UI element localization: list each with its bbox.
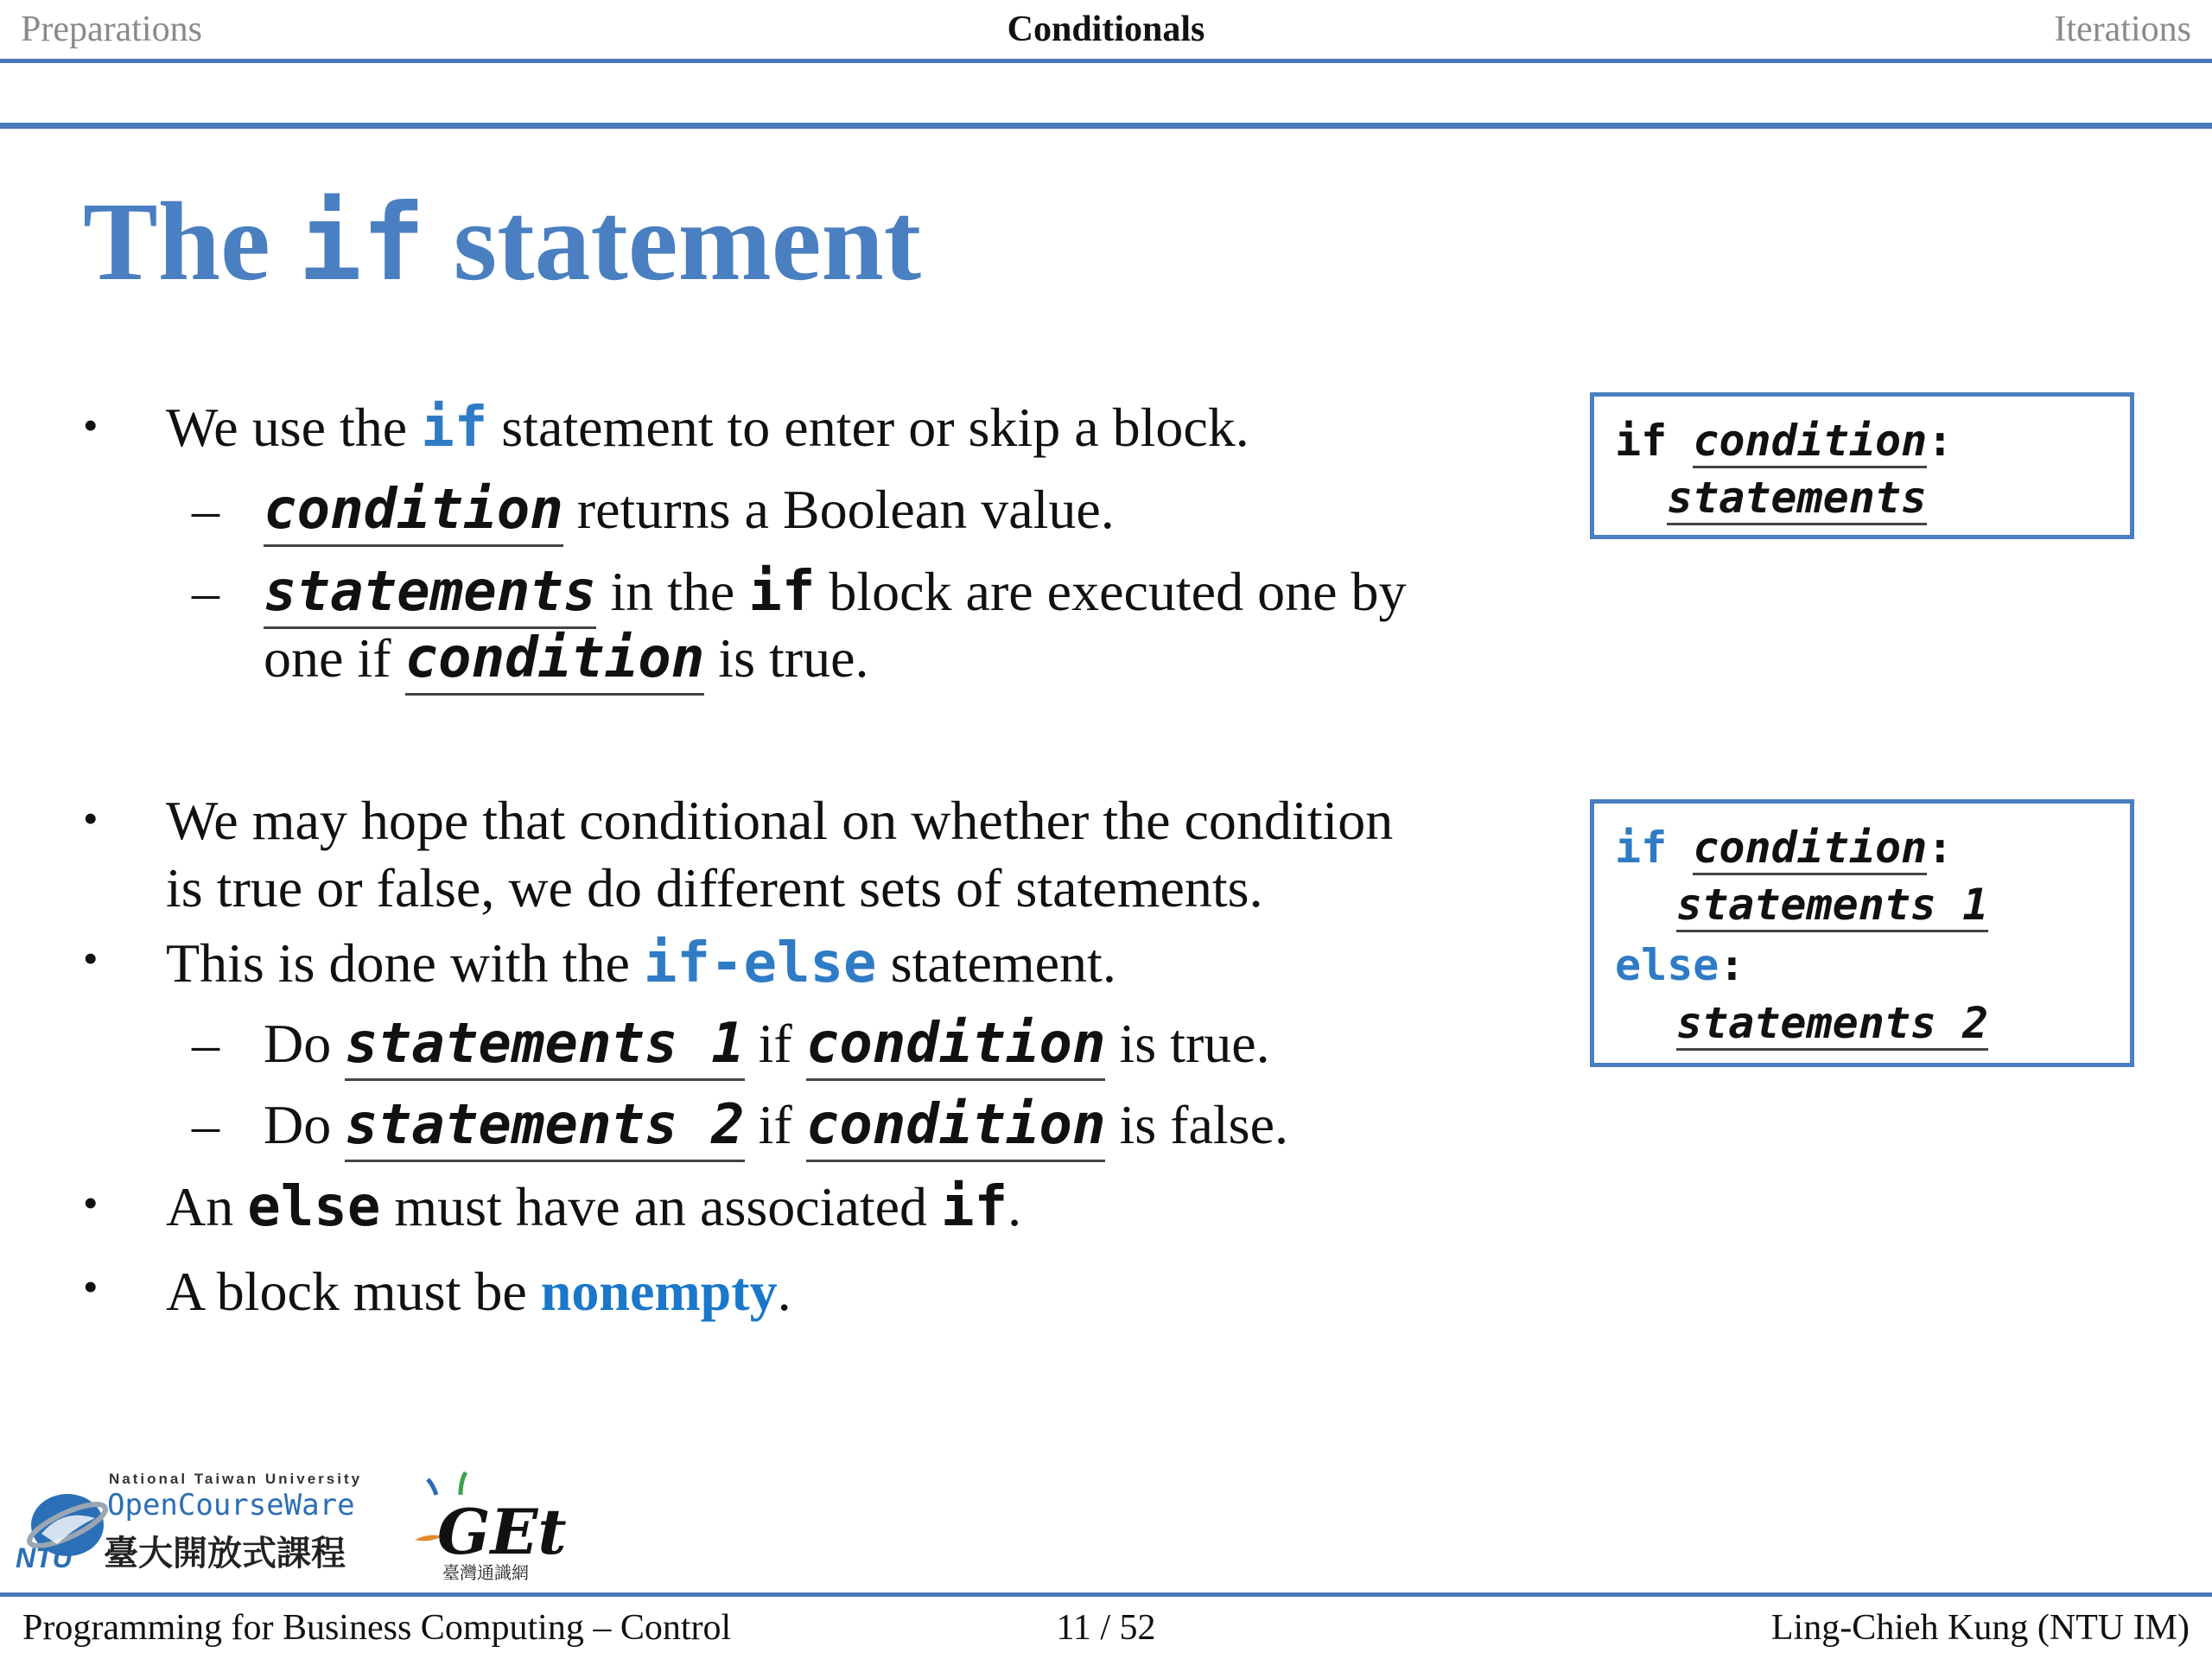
code-condition: condition bbox=[806, 1016, 1106, 1081]
code-if-else: if-else bbox=[643, 931, 877, 995]
code-kw-if: if bbox=[1615, 416, 1668, 466]
code-else: else bbox=[247, 1175, 381, 1239]
footer-rule bbox=[0, 1592, 2212, 1597]
bullet-mark: • bbox=[83, 401, 99, 449]
text: is true. bbox=[1105, 1013, 1270, 1074]
box1-line-1 bbox=[1615, 416, 1953, 466]
footer-page-number: 11 / 52 bbox=[1056, 1608, 1156, 1648]
header-rule-lower bbox=[0, 123, 2212, 129]
text: Do bbox=[264, 1094, 346, 1155]
nav-conditionals[interactable]: Conditionals bbox=[1007, 10, 1205, 49]
sub-bullet-2 bbox=[264, 557, 1406, 629]
ntu-mark: NTU bbox=[16, 1542, 73, 1573]
code-statements-1: statements 1 bbox=[345, 1016, 744, 1081]
text: Do bbox=[264, 1013, 346, 1074]
box2-line-3 bbox=[1615, 940, 1745, 990]
code-condition: condition bbox=[1693, 416, 1927, 468]
bullet-2-line-2: is true or false, we do different sets of statements. bbox=[166, 857, 1263, 918]
get-mark: GEt bbox=[437, 1495, 567, 1568]
code-if: if bbox=[421, 396, 488, 460]
sub-bullet-4 bbox=[264, 1090, 1288, 1162]
slide-title bbox=[83, 177, 921, 307]
text: . bbox=[777, 1261, 791, 1322]
bullet-mark: • bbox=[83, 1262, 99, 1311]
text: if bbox=[744, 1013, 806, 1074]
code-colon: : bbox=[1927, 416, 1954, 466]
text: We use the bbox=[166, 397, 422, 458]
footer-author: Ling-Chieh Kung (NTU IM) bbox=[1770, 1608, 2190, 1648]
text: statement. bbox=[876, 932, 1116, 994]
box1-line-2 bbox=[1667, 473, 1927, 523]
bullet-4 bbox=[166, 1173, 1021, 1242]
bullet-3 bbox=[166, 929, 1116, 998]
text: block are executed one by bbox=[815, 561, 1407, 622]
code-statements-2: statements 2 bbox=[345, 1097, 744, 1162]
code-kw-if: if bbox=[1615, 823, 1668, 873]
text: is true. bbox=[704, 627, 869, 689]
get-chinese-label: 臺灣通識網 bbox=[442, 1562, 529, 1583]
text: in the bbox=[596, 561, 749, 622]
code-if: if bbox=[748, 560, 816, 624]
header-rule bbox=[0, 59, 2212, 63]
text: This is done with the bbox=[166, 932, 644, 994]
nav-iterations[interactable]: Iterations bbox=[2054, 10, 2191, 49]
code-condition: condition bbox=[405, 631, 705, 696]
text: statement to enter or skip a block. bbox=[487, 397, 1249, 458]
bullet-mark: • bbox=[83, 934, 99, 982]
nav-preparations[interactable]: Preparations bbox=[21, 10, 202, 49]
bullet-mark: • bbox=[83, 794, 99, 842]
title-post: statement bbox=[425, 180, 922, 304]
code-kw-else: else bbox=[1615, 940, 1719, 990]
emphasis-nonempty: nonempty bbox=[540, 1261, 778, 1322]
ocw-label: OpenCourseWare bbox=[107, 1488, 355, 1522]
code-statements: statements bbox=[1667, 473, 1927, 525]
box2-line-2 bbox=[1676, 880, 1988, 930]
sub-bullet-1 bbox=[264, 475, 1115, 547]
text: is false. bbox=[1105, 1094, 1288, 1155]
ocw-chinese-label: 臺大開放式課程 bbox=[104, 1534, 346, 1573]
box2-line-1 bbox=[1615, 823, 1953, 873]
box2-line-4 bbox=[1676, 998, 1988, 1048]
code-colon: : bbox=[1719, 940, 1745, 990]
text: one if bbox=[264, 627, 405, 689]
sub-bullet-3 bbox=[264, 1009, 1270, 1081]
code-condition: condition bbox=[1693, 823, 1927, 875]
text: if bbox=[744, 1094, 806, 1155]
dash-mark: – bbox=[192, 1013, 219, 1074]
text: An bbox=[166, 1176, 248, 1237]
title-code: if bbox=[298, 181, 426, 304]
code-condition: condition bbox=[806, 1097, 1106, 1162]
text: returns a Boolean value. bbox=[563, 479, 1115, 540]
dash-mark: – bbox=[192, 561, 219, 622]
code-statements-2: statements 2 bbox=[1676, 998, 1988, 1051]
code-colon: : bbox=[1927, 823, 1954, 873]
code-statements-1: statements 1 bbox=[1676, 880, 1988, 932]
dash-mark: – bbox=[192, 479, 219, 540]
text: A block must be bbox=[166, 1261, 541, 1322]
sub-bullet-2-cont bbox=[264, 624, 868, 696]
code-statements: statements bbox=[264, 564, 596, 629]
logo-area bbox=[16, 1469, 567, 1583]
dash-mark: – bbox=[192, 1094, 219, 1155]
text: . bbox=[1007, 1176, 1022, 1237]
text: must have an associated bbox=[380, 1176, 942, 1237]
title-pre: The bbox=[83, 180, 299, 304]
footer-course-title: Programming for Business Computing – Control bbox=[22, 1608, 732, 1648]
ntu-university-label: National Taiwan University bbox=[109, 1471, 363, 1487]
bullet-mark: • bbox=[83, 1179, 99, 1227]
code-if: if bbox=[941, 1175, 1008, 1239]
bullet-2-line-1: We may hope that conditional on whether the condition bbox=[166, 790, 1394, 851]
bullet-5 bbox=[166, 1257, 791, 1326]
bullet-1 bbox=[166, 393, 1249, 462]
code-condition: condition bbox=[264, 482, 563, 547]
code-box-if-else bbox=[1590, 799, 2134, 1067]
code-box-if bbox=[1590, 392, 2134, 539]
